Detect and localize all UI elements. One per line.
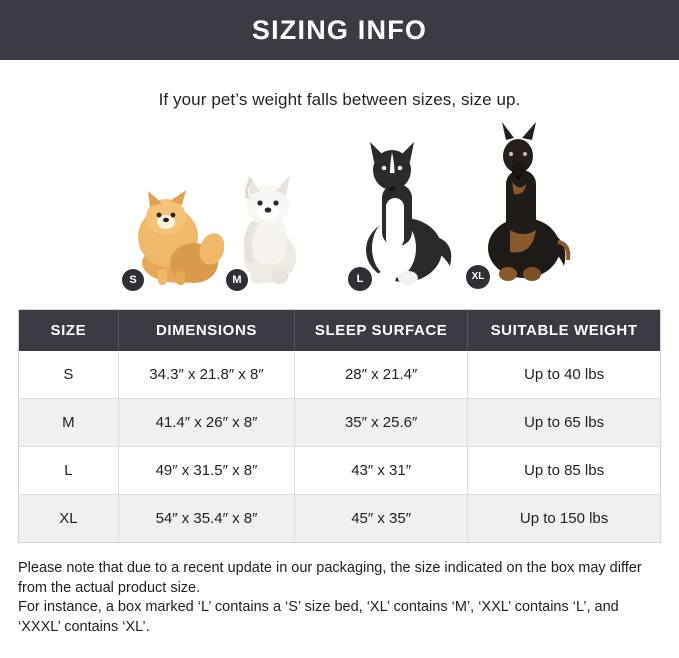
sizing-table: [19, 310, 660, 542]
cell-sleep: 43″ x 31″: [295, 447, 468, 495]
table-body: [19, 351, 660, 542]
cell-weight: Up to 40 lbs: [468, 351, 660, 399]
table-header: [19, 310, 660, 351]
header-sleep-surface: SLEEP SURFACE: [295, 310, 468, 351]
size-badge-xl: XL: [466, 265, 490, 289]
doberman-svg: [462, 122, 582, 287]
header-size: SIZE: [19, 310, 118, 351]
cell-size: XL: [19, 495, 118, 543]
french-bulldog-illustration: [224, 165, 314, 287]
cell-size: L: [19, 447, 118, 495]
header-banner: [0, 0, 679, 60]
dog-illustration-row: [0, 122, 679, 297]
cell-weight: Up to 85 lbs: [468, 447, 660, 495]
footnote: [18, 559, 661, 637]
cell-dimensions: 49″ x 31.5″ x 8″: [118, 447, 294, 495]
border-collie-illustration: [342, 132, 460, 287]
cell-weight: Up to 150 lbs: [468, 495, 660, 543]
subtitle-text: If your pet’s weight falls between sizes, size up.: [158, 90, 521, 109]
table-row: [19, 495, 660, 543]
header-dimensions: DIMENSIONS: [118, 310, 294, 351]
cell-dimensions: 34.3″ x 21.8″ x 8″: [118, 351, 294, 399]
footnote-line-1: Please note that due to a recent update in our packaging, the size indicated on the box may differ from the actual product size.: [18, 560, 642, 596]
size-badge-m: M: [226, 269, 248, 291]
border-collie-svg: [342, 132, 460, 287]
cell-sleep: 45″ x 35″: [295, 495, 468, 543]
cell-size: S: [19, 351, 118, 399]
size-badge-l: L: [348, 267, 372, 291]
table-row: [19, 447, 660, 495]
cell-sleep: 28″ x 21.4″: [295, 351, 468, 399]
cell-size: M: [19, 399, 118, 447]
cell-dimensions: 41.4″ x 26″ x 8″: [118, 399, 294, 447]
pomeranian-illustration: [124, 177, 224, 287]
table-header-row: [19, 310, 660, 351]
size-badge-s: S: [122, 269, 144, 291]
page-title: SIZING INFO: [251, 14, 428, 45]
table-row: [19, 399, 660, 447]
doberman-illustration: [462, 122, 582, 287]
table-row: [19, 351, 660, 399]
cell-sleep: 35″ x 25.6″: [295, 399, 468, 447]
sizing-table-wrap: [18, 309, 661, 543]
cell-weight: Up to 65 lbs: [468, 399, 660, 447]
cell-dimensions: 54″ x 35.4″ x 8″: [118, 495, 294, 543]
header-suitable-weight: SUITABLE WEIGHT: [468, 310, 660, 351]
footnote-line-2: For instance, a box marked ‘L’ contains a ‘S’ size bed, ‘XL’ contains ‘M’, ‘XXL’ contains ‘L’, and ‘XXXL’ contains ‘XL’.: [18, 599, 619, 635]
